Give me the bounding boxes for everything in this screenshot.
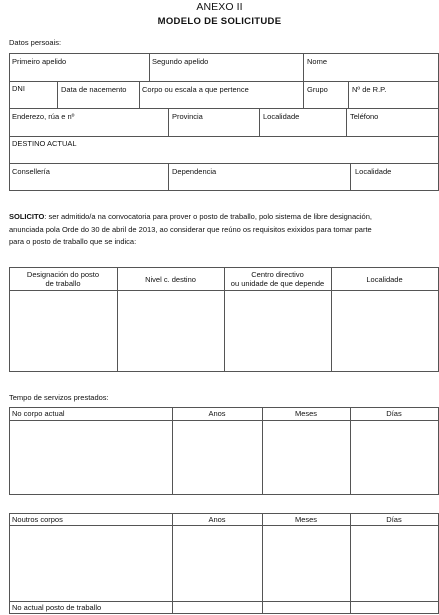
- service-time-label: Tempo de servizos prestados:: [9, 393, 109, 402]
- address-label: Enderezo, rúa e nº: [12, 112, 75, 121]
- phone-label: Teléfono: [350, 112, 379, 121]
- years-header: Anos: [208, 409, 226, 418]
- days-header: Días: [386, 409, 402, 418]
- request-line-2: anunciada pola Orde do 30 de abril de 2013, ao considerar que reúno os requisitos exixidos para tomar parte: [9, 224, 372, 234]
- years-header-2: Anos: [208, 515, 226, 524]
- dni-label: DNI: [12, 84, 25, 93]
- dependency-label: Dependencia: [172, 167, 217, 176]
- second-surname-label: Segundo apelido: [152, 57, 209, 66]
- group-label: Grupo: [307, 85, 328, 94]
- directive-centre-header: Centro directivo ou unidade de que depende: [230, 270, 325, 288]
- current-body-header: No corpo actual: [12, 409, 65, 418]
- birth-date-label: Data de nacemento: [61, 85, 127, 94]
- destination-locality-label: Localidade: [355, 167, 392, 176]
- post-designation-header: Designación do posto de traballo: [26, 270, 100, 288]
- name-label: Nome: [307, 57, 328, 66]
- request-keyword: SOLICITO: [9, 212, 45, 221]
- level-header: Nivel c. destino: [145, 275, 196, 284]
- rp-number-label: Nº de R.P.: [352, 85, 387, 94]
- months-header: Meses: [294, 409, 318, 418]
- request-line-3: para o posto de traballo que se indica:: [9, 237, 137, 246]
- form-title: MODELO DE SOLICITUDE: [157, 16, 282, 27]
- current-post-row-label: No actual posto de traballo: [12, 603, 102, 612]
- post-locality-header: Localidade: [366, 275, 403, 284]
- province-label: Provincia: [172, 112, 203, 121]
- months-header-2: Meses: [294, 515, 318, 524]
- request-line-1: : ser admitido/a na convocatoria para prover o posto de traballo, polo sistema de libre designación,: [44, 212, 372, 221]
- body-scale-label: Corpo ou escala a que pertence: [142, 85, 249, 94]
- current-destination-label: DESTINO ACTUAL: [12, 139, 77, 148]
- days-header-2: Días: [386, 515, 402, 524]
- request-paragraph: [9, 211, 439, 249]
- locality-label: Localidade: [263, 112, 300, 121]
- annex-title: ANEXO II: [196, 1, 243, 13]
- first-surname-label: Primeiro apelido: [12, 57, 67, 66]
- department-label: Consellería: [12, 167, 50, 176]
- other-bodies-header: Noutros corpos: [12, 515, 63, 524]
- personal-data-label: Datos persoais:: [9, 38, 62, 47]
